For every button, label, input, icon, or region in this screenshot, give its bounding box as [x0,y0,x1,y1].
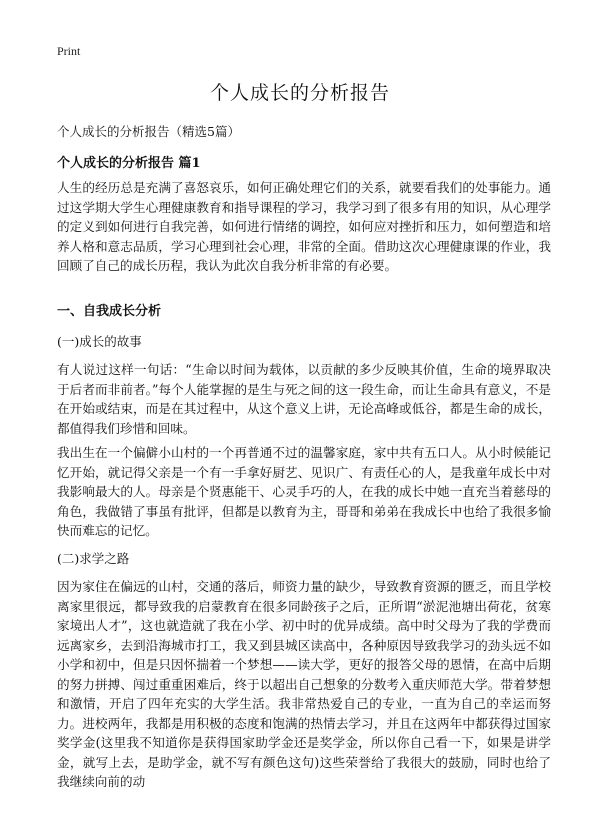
print-link[interactable]: Print [57,44,81,58]
subheading-growth-story: (一)成长的故事 [57,334,142,349]
growth-story-paragraph-2: 我出生在一个偏僻小山村的一个再普通不过的温馨家庭，家中共有五口人。从小时候能记忆开始，就记得父亲是一个有一手拿好厨艺、见识广、有责任心的人，是我童年成长中对我影响最大的人。母亲是个贤惠能干、心灵手巧的人，在我的成长中她一直充当着慈母的角色，我做错了事虽有批评，但都是以教育为主，哥哥和弟弟在我成长中也给了我很多愉快而难忘的记忆。 [57,445,551,538]
study-path-paragraph: 因为家住在偏远的山村，交通的落后，师资力量的缺少，导致教育资源的匮乏，而且学校离家里很远，都导致我的启蒙教育在很多同龄孩子之后，正所谓“淤泥池塘出荷花，贫寒家境出人才”，这也就造就了我在小学、初中时的优异成绩。高中时父母为了我的学费而远离家乡，去到沿海城市打工，我又到县城区读高中，各种原因导致我学习的劲头远不如小学和初中，但是只因怀揣着一个梦想——读大学，更好的报答父母的恩情，在高中后期的努力拼搏、闯过重重困难后，终于以超出自己想象的分数考入重庆师范大学。带着梦想和激情，开启了四年充实的大学生活。我非常热爱自己的专业，一直为自己的幸运而努力。进校两年，我都是用积极的态度和饱满的热情去学习，并且在这两年中都获得过国家奖学金(这里我不知道你是获得国家助学金还是奖学金，所以你自己看一下，如果是讲学金，就写上去，是助学金，就不写有颜色这句)这些荣誉给了我很大的鼓励，同时也给了我继续向前的动 [57,579,551,789]
subheading-study-path: (二)求学之路 [57,551,130,566]
section-heading-self-growth: 一、自我成长分析 [57,304,162,319]
growth-story-paragraph-1: 有人说过这样一句话：“生命以时间为载体，以贡献的多少反映其价值，生命的境界取决于后者而非前者。”每个人能掌握的是生与死之间的这一段生命，而让生命具有意义，不是在开始或结束，而是在其过程中，从这个意义上讲，无论高峰或低谷，都是生命的成长，都值得我们珍惜和回味。 [57,362,551,436]
article-heading: 个人成长的分析报告 篇1 [57,156,201,171]
intro-paragraph: 人生的经历总是充满了喜怒哀乐，如何正确处理它们的关系，就要看我们的处事能力。通过这学期大学生心理健康教育和指导课程的学习，我学习到了很多有用的知识，从心理学的定义到如何进行自我完善，如何进行情绪的调控，如何应对挫折和压力，如何塑造和培养人格和意志品质，学习心理到社会心理，非常的全面。借助这次心理健康课的作业，我回顾了自己的成长历程，我认为此次自我分析非常的有必要。 [57,180,551,273]
document-subtitle: 个人成长的分析报告（精选5篇） [57,124,240,139]
page-title: 个人成长的分析报告 [209,82,390,104]
